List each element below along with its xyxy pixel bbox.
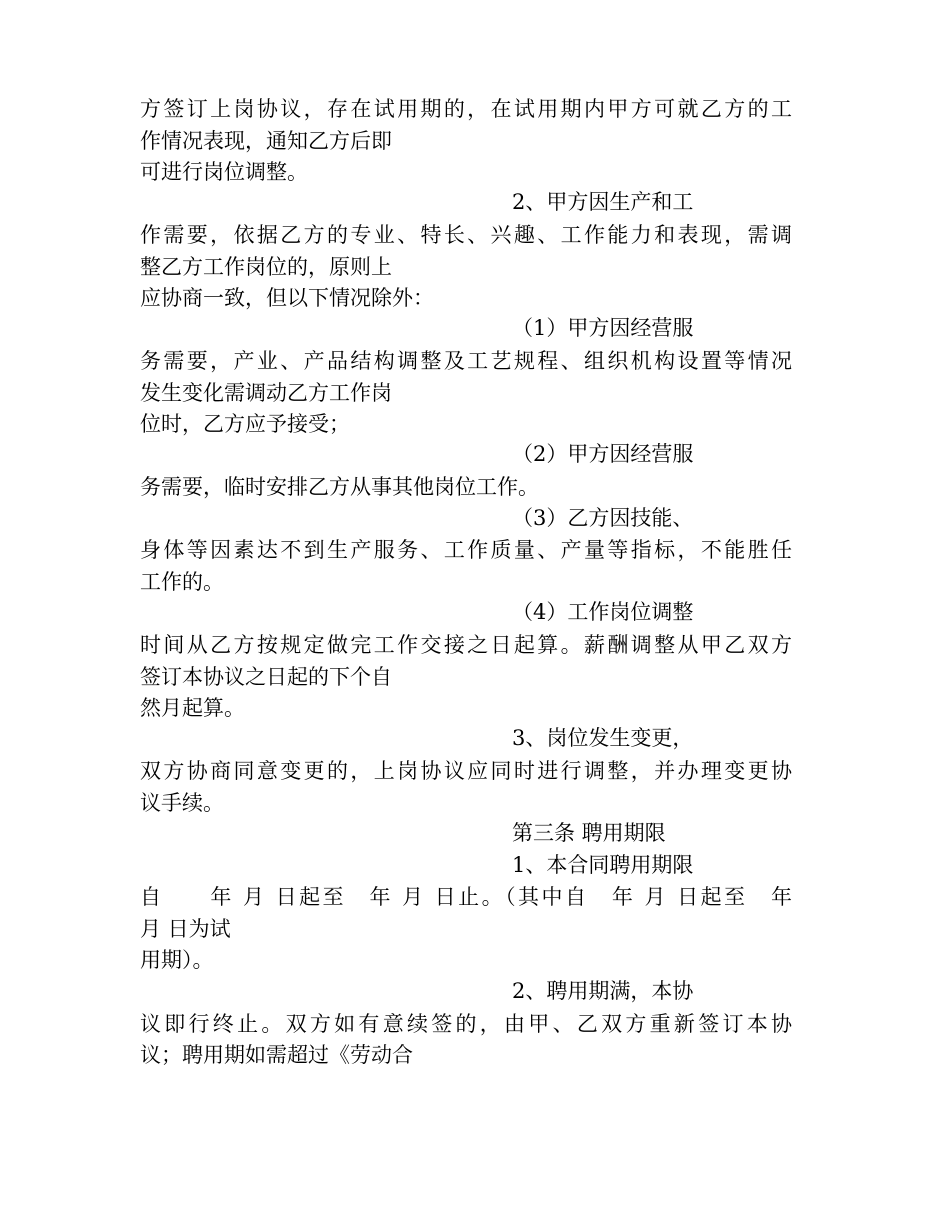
text-line: 务需要，临时安排乙方从事其他岗位工作。 [140, 475, 539, 499]
text-line: 议；聘用期如需超过《劳动合 [140, 1043, 413, 1067]
text-line: 作需要，依据乙方的专业、特长、兴趣、工作能力和表现，需调 [140, 223, 792, 247]
text-line: 方签订上岗协议，存在试用期的，在试用期内甲方可就乙方的工 [140, 97, 792, 121]
text-line: 然月起算。 [140, 696, 245, 720]
text-line: 双方协商同意变更的，上岗协议应同时进行调整，并办理变更协 [140, 759, 792, 783]
text-line: 3、岗位发生变更， [512, 726, 694, 750]
text-line: 月 日为试 [140, 917, 231, 941]
text-line: （2）甲方因经营服 [512, 442, 694, 466]
text-line: 2、聘用期满，本协 [512, 979, 694, 1003]
text-line: （1）甲方因经营服 [512, 316, 694, 340]
text-line: 议手续。 [140, 791, 224, 815]
section-heading: 第三条 聘用期限 [512, 821, 666, 845]
text-line: （3）乙方因技能、 [512, 506, 694, 530]
text-line: 作情况表现，通知乙方后即 [140, 129, 392, 153]
text-line: 时间从乙方按规定做完工作交接之日起算。薪酬调整从甲乙双方 [140, 633, 792, 657]
text-line: 务需要，产业、产品结构调整及工艺规程、组织机构设置等情况 [140, 349, 792, 373]
text-line: 位时，乙方应予接受； [140, 412, 350, 436]
text-line: 应协商一致，但以下情况除外： [140, 286, 434, 310]
text-line: 工作的。 [140, 570, 224, 594]
text-line: 可进行岗位调整。 [140, 160, 308, 184]
text-line: 1、本合同聘用期限 [512, 853, 694, 877]
text-line: （4）工作岗位调整 [512, 600, 694, 624]
text-line: 自 年 月 日起至 年 月 日止。（其中自 年 月 日起至 年 [140, 885, 792, 909]
text-line: 议即行终止。双方如有意续签的，由甲、乙双方重新签订本协 [140, 1012, 792, 1036]
text-line: 发生变化需调动乙方工作岗 [140, 381, 392, 405]
text-line: 签订本协议之日起的下个自 [140, 665, 392, 689]
text-line: 身体等因素达不到生产服务、工作质量、产量等指标，不能胜任 [140, 538, 792, 562]
text-line: 整乙方工作岗位的，原则上 [140, 255, 392, 279]
text-line: 用期）。 [140, 948, 214, 972]
text-line: 2、甲方因生产和工 [512, 190, 694, 214]
